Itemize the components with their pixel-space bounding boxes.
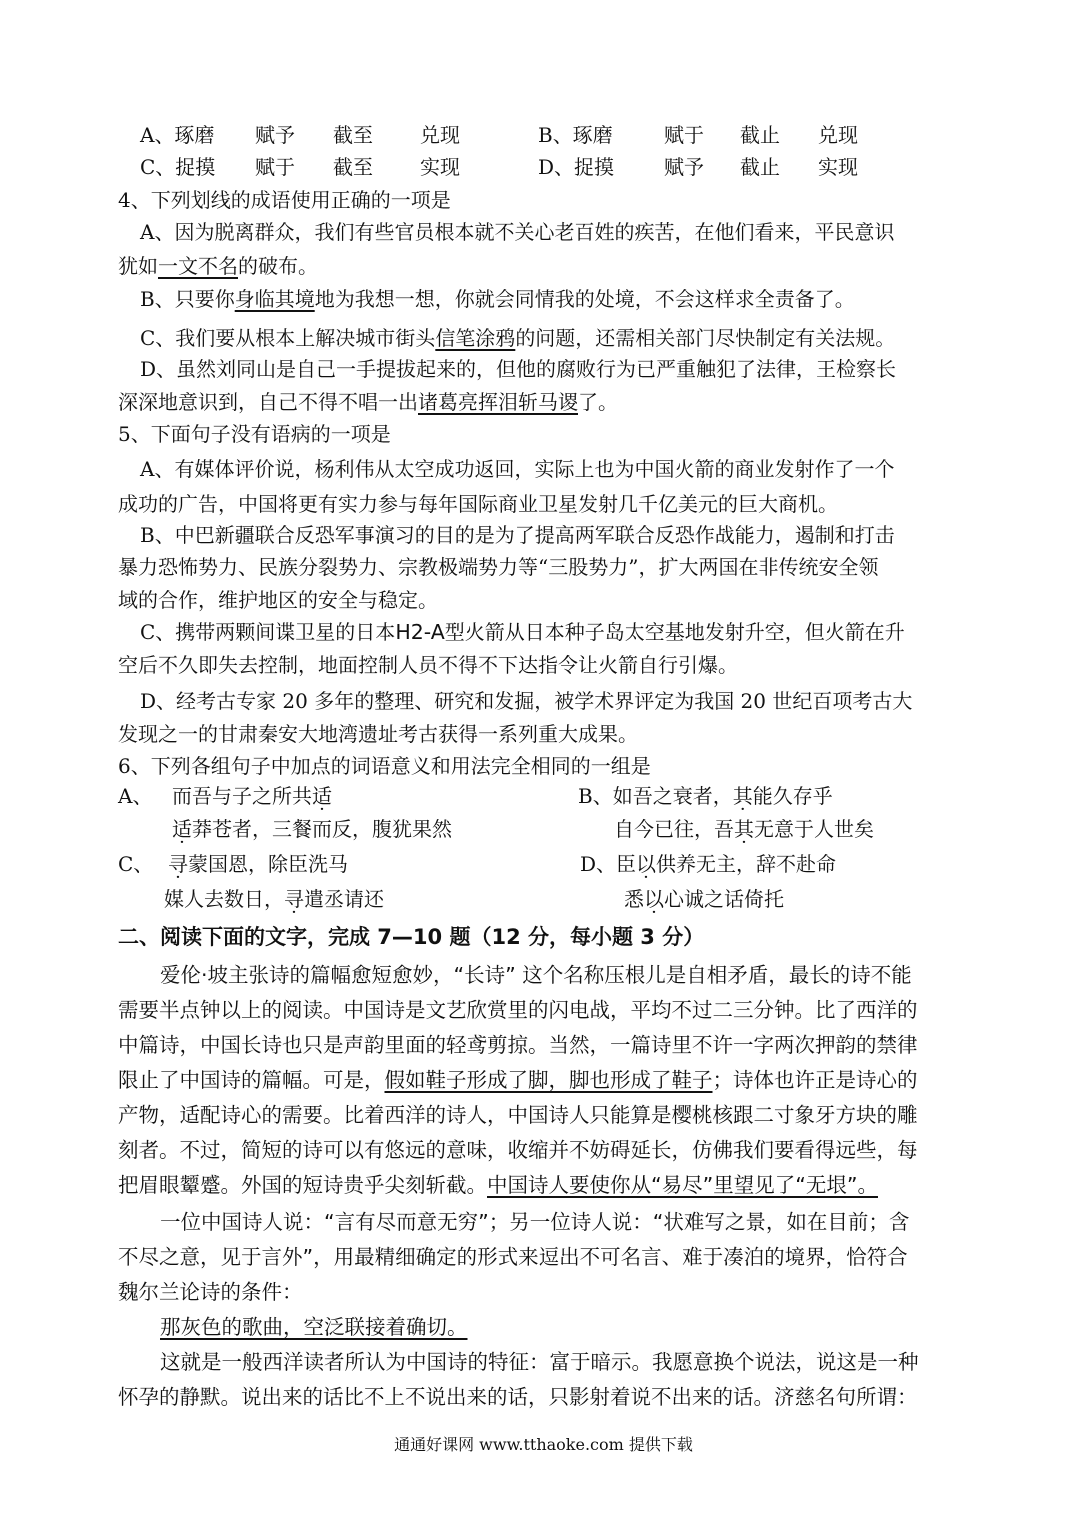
q6-a2-dotted-word: 适 <box>172 817 192 841</box>
q6-option-b-line1 <box>578 782 833 810</box>
q4-d-pre: 深深地意识到，自己不得不唱一出 <box>118 390 418 414</box>
q6-option-a-line1 <box>172 782 332 810</box>
q4-a-post: 的破布。 <box>238 254 318 278</box>
q4-option-b <box>140 285 1000 313</box>
p1-l4-pre: 限止了中国诗的篇幅。可是， <box>118 1068 385 1092</box>
q6-b1-dotted-word: 其 <box>732 784 753 808</box>
q3-option-a-1: A、琢磨 <box>140 123 215 147</box>
q5-option-b-line2: 暴力恐怖势力、民族分裂势力、宗教极端势力等“三股势力”，扩大两国在非传统安全领 <box>118 555 879 579</box>
q6-option-c-label: C、 <box>118 852 154 876</box>
passage-p1-line2: 需要半点钟以上的阅读。中国诗是文艺欣赏里的闪电战，平均不过二三分钟。比了西洋的 <box>118 998 918 1022</box>
q3-option-d-2: 赋予 <box>664 155 704 179</box>
q4-b-pre: B、只要你 <box>140 287 235 311</box>
q3-option-a-2: 赋予 <box>255 123 295 147</box>
q6-option-b-line2 <box>614 815 874 843</box>
q5-option-b-line3: 域的合作，维护地区的安全与稳定。 <box>118 588 438 612</box>
page-footer: 通通好课网 www.tthaoke.com 提供下载 <box>394 1435 693 1454</box>
q4-stem: 4、下列划线的成语使用正确的一项是 <box>118 188 451 212</box>
q5-option-d-line2: 发现之一的甘肃秦安大地湾遗址考古获得一系列重大成果。 <box>118 722 638 746</box>
q6-a1-pre: 而吾与子之所共 <box>172 784 312 808</box>
q4-d-idiom: 诸葛亮挥泪斩马谡 <box>418 390 578 414</box>
q6-option-c-line1 <box>168 850 348 878</box>
q6-b2-post: 无意于人世矣 <box>754 817 874 841</box>
q5-option-c-line1 <box>140 618 1000 646</box>
q6-c2-dotted-word: 寻 <box>284 887 304 911</box>
q4-option-d-line1: D、虽然刘同山是自己一手提拔起来的，但他的腐败行为已严重触犯了法律，王检察长 <box>140 357 897 381</box>
passage-p1-line4 <box>118 1065 978 1095</box>
q6-d1-post: 供养无主，辞不赴命 <box>656 852 837 876</box>
q3-option-c-1: C、捉摸 <box>140 155 216 179</box>
q6-stem: 6、下列各组句子中加点的词语意义和用法完全相同的一组是 <box>118 754 651 778</box>
q6-b2-dotted-word: 其 <box>734 817 754 841</box>
q3-option-d-4: 实现 <box>818 155 858 179</box>
q3-option-d-1: D、捉摸 <box>538 155 615 179</box>
q3-option-d-3: 截止 <box>740 155 780 179</box>
q6-b1-post: 能久存乎 <box>752 784 833 808</box>
q4-b-post: 地为我想一想，你就会同情我的处境，不会这样求全责备了。 <box>314 287 855 311</box>
q6-d1-pre: D、臣 <box>580 852 637 876</box>
q3-option-a-3: 截至 <box>333 123 373 147</box>
q6-option-a-line2 <box>172 815 452 843</box>
p1-l7-underlined: 中国诗人要使你从“易尽”里望见了“无垠”。 <box>487 1173 878 1197</box>
q6-option-a-label: A、 <box>118 784 153 808</box>
q3-option-b-3: 截止 <box>740 123 780 147</box>
q3-option-c-3: 截至 <box>333 155 373 179</box>
q6-d1-dotted-word: 以 <box>636 852 657 876</box>
q6-d2-pre: 悉 <box>624 887 644 911</box>
q4-option-a-line1: A、因为脱离群众，我们有些官员根本就不关心老百姓的疾苦，在他们看来，平民意识 <box>140 220 895 244</box>
passage-p1-line1: 爱伦·坡主张诗的篇幅愈短愈妙，“长诗” 这个名称压根儿是自相矛盾，最长的诗不能 <box>160 963 912 987</box>
q5-option-c-line2: 空后不久即失去控制，地面控制人员不得不下达指令让火箭自行引爆。 <box>118 653 738 677</box>
q6-option-c-line2 <box>164 885 384 913</box>
q6-b1-pre: B、如吾之衰者， <box>578 784 733 808</box>
q3-option-b-2: 赋于 <box>664 123 704 147</box>
q5-option-d-line1: D、经考古专家 20 多年的整理、研究和发掘，被学术界评定为我国 20 世纪百项考古大 <box>140 689 913 713</box>
q5-option-a-line2: 成功的广告，中国将更有实力参与每年国际商业卫星发射几千亿美元的巨大商机。 <box>118 492 838 516</box>
q3-option-b-4: 兑现 <box>818 123 858 147</box>
section2-heading: 二、阅读下面的文字，完成 7—10 题（12 分，每小题 3 分） <box>118 925 705 949</box>
q4-option-a-line2 <box>118 252 978 280</box>
passage-p1-line3: 中篇诗，中国长诗也只是声韵里面的轻鸢剪掠。当然，一篇诗里不许一字两次押韵的禁律 <box>118 1033 918 1057</box>
q6-d2-dotted-word: 以 <box>644 887 664 911</box>
q4-c-post: 的问题，还需相关部门尽快制定有关法规。 <box>515 326 896 350</box>
q5-c-code: H2-A <box>395 620 445 644</box>
passage-p1-line7 <box>118 1170 978 1200</box>
passage-p1-line5: 产物，适配诗心的需要。比着西洋的诗人，中国诗人只能算是樱桃核跟二寸象牙方块的雕 <box>118 1103 918 1127</box>
q5-option-a-line1: A、有媒体评价说，杨利伟从太空成功返回，实际上也为中国火箭的商业发射作了一个 <box>140 457 895 481</box>
q6-c1-post: 蒙国恩，除臣洗马 <box>188 852 348 876</box>
passage-p2-line1: 一位中国诗人说：“言有尽而意无穷”；另一位诗人说：“状难写之景，如在目前；含 <box>160 1210 910 1234</box>
q6-c2-pre: 媒人去数日， <box>164 887 284 911</box>
q4-a-idiom: 一文不名 <box>158 254 238 278</box>
q3-option-b-1: B、琢磨 <box>538 123 613 147</box>
passage-p3 <box>160 1312 1020 1342</box>
q6-c1-dotted-word: 寻 <box>168 852 188 876</box>
q6-option-d-line1 <box>580 850 836 878</box>
q6-a1-dotted-word: 适 <box>312 784 332 808</box>
q6-c2-post: 遣丞请还 <box>304 887 384 911</box>
p3-underlined: 那灰色的歌曲，空泛联接着确切。 <box>160 1315 468 1339</box>
q4-option-c <box>140 324 1000 352</box>
p1-l4-post: ；诗体也许正是诗心的 <box>712 1068 918 1092</box>
passage-p2-line3: 魏尔兰论诗的条件： <box>118 1280 303 1304</box>
p1-l4-underlined: 假如鞋子形成了脚，脚也形成了鞋子 <box>384 1068 713 1092</box>
q3-option-c-2: 赋于 <box>255 155 295 179</box>
q5-c-post: 型火箭从日本种子岛太空基地发射升空，但火箭在升 <box>444 620 905 644</box>
q5-option-b-line1: B、中巴新疆联合反恐军事演习的目的是为了提高两军联合反恐作战能力，遏制和打击 <box>140 523 895 547</box>
q4-c-idiom: 信笔涂鸦 <box>435 326 516 350</box>
passage-p2-line2: 不尽之意，见于言外”，用最精细确定的形式来逗出不可名言、难于凑泊的境界，恰符合 <box>118 1245 908 1269</box>
q6-d2-post: 心诚之话倚托 <box>664 887 784 911</box>
passage-p4-line1: 这就是一般西洋读者所认为中国诗的特征：富于暗示。我愿意换个说法，说这是一种 <box>160 1350 919 1374</box>
q5-stem: 5、下面句子没有语病的一项是 <box>118 422 391 446</box>
q3-option-c-4: 实现 <box>420 155 460 179</box>
q6-a2-post: 莽苍者，三餐而反，腹犹果然 <box>192 817 452 841</box>
passage-p1-line6: 刻者。不过，简短的诗可以有悠远的意味，收缩并不妨碍延长，仿佛我们要看得远些，每 <box>118 1138 918 1162</box>
q6-b2-pre: 自今已往，吾 <box>614 817 734 841</box>
p1-l7-pre: 把眉眼颦蹙。外国的短诗贵乎尖刻斩截。 <box>118 1173 487 1197</box>
q4-b-idiom: 身临其境 <box>234 287 315 311</box>
q5-c-pre: C、携带两颗间谍卫星的日本 <box>140 620 396 644</box>
q4-d-post: 了。 <box>578 390 618 414</box>
q4-option-d-line2 <box>118 388 978 416</box>
passage-p4-line2: 怀孕的静默。说出来的话比不上不说出来的话，只影射着说不出来的话。济慈名句所谓： <box>118 1385 918 1409</box>
q3-option-a-4: 兑现 <box>420 123 460 147</box>
q6-option-d-line2 <box>624 885 784 913</box>
q4-a-pre: 犹如 <box>118 254 158 278</box>
q4-c-pre: C、我们要从根本上解决城市街头 <box>140 326 436 350</box>
